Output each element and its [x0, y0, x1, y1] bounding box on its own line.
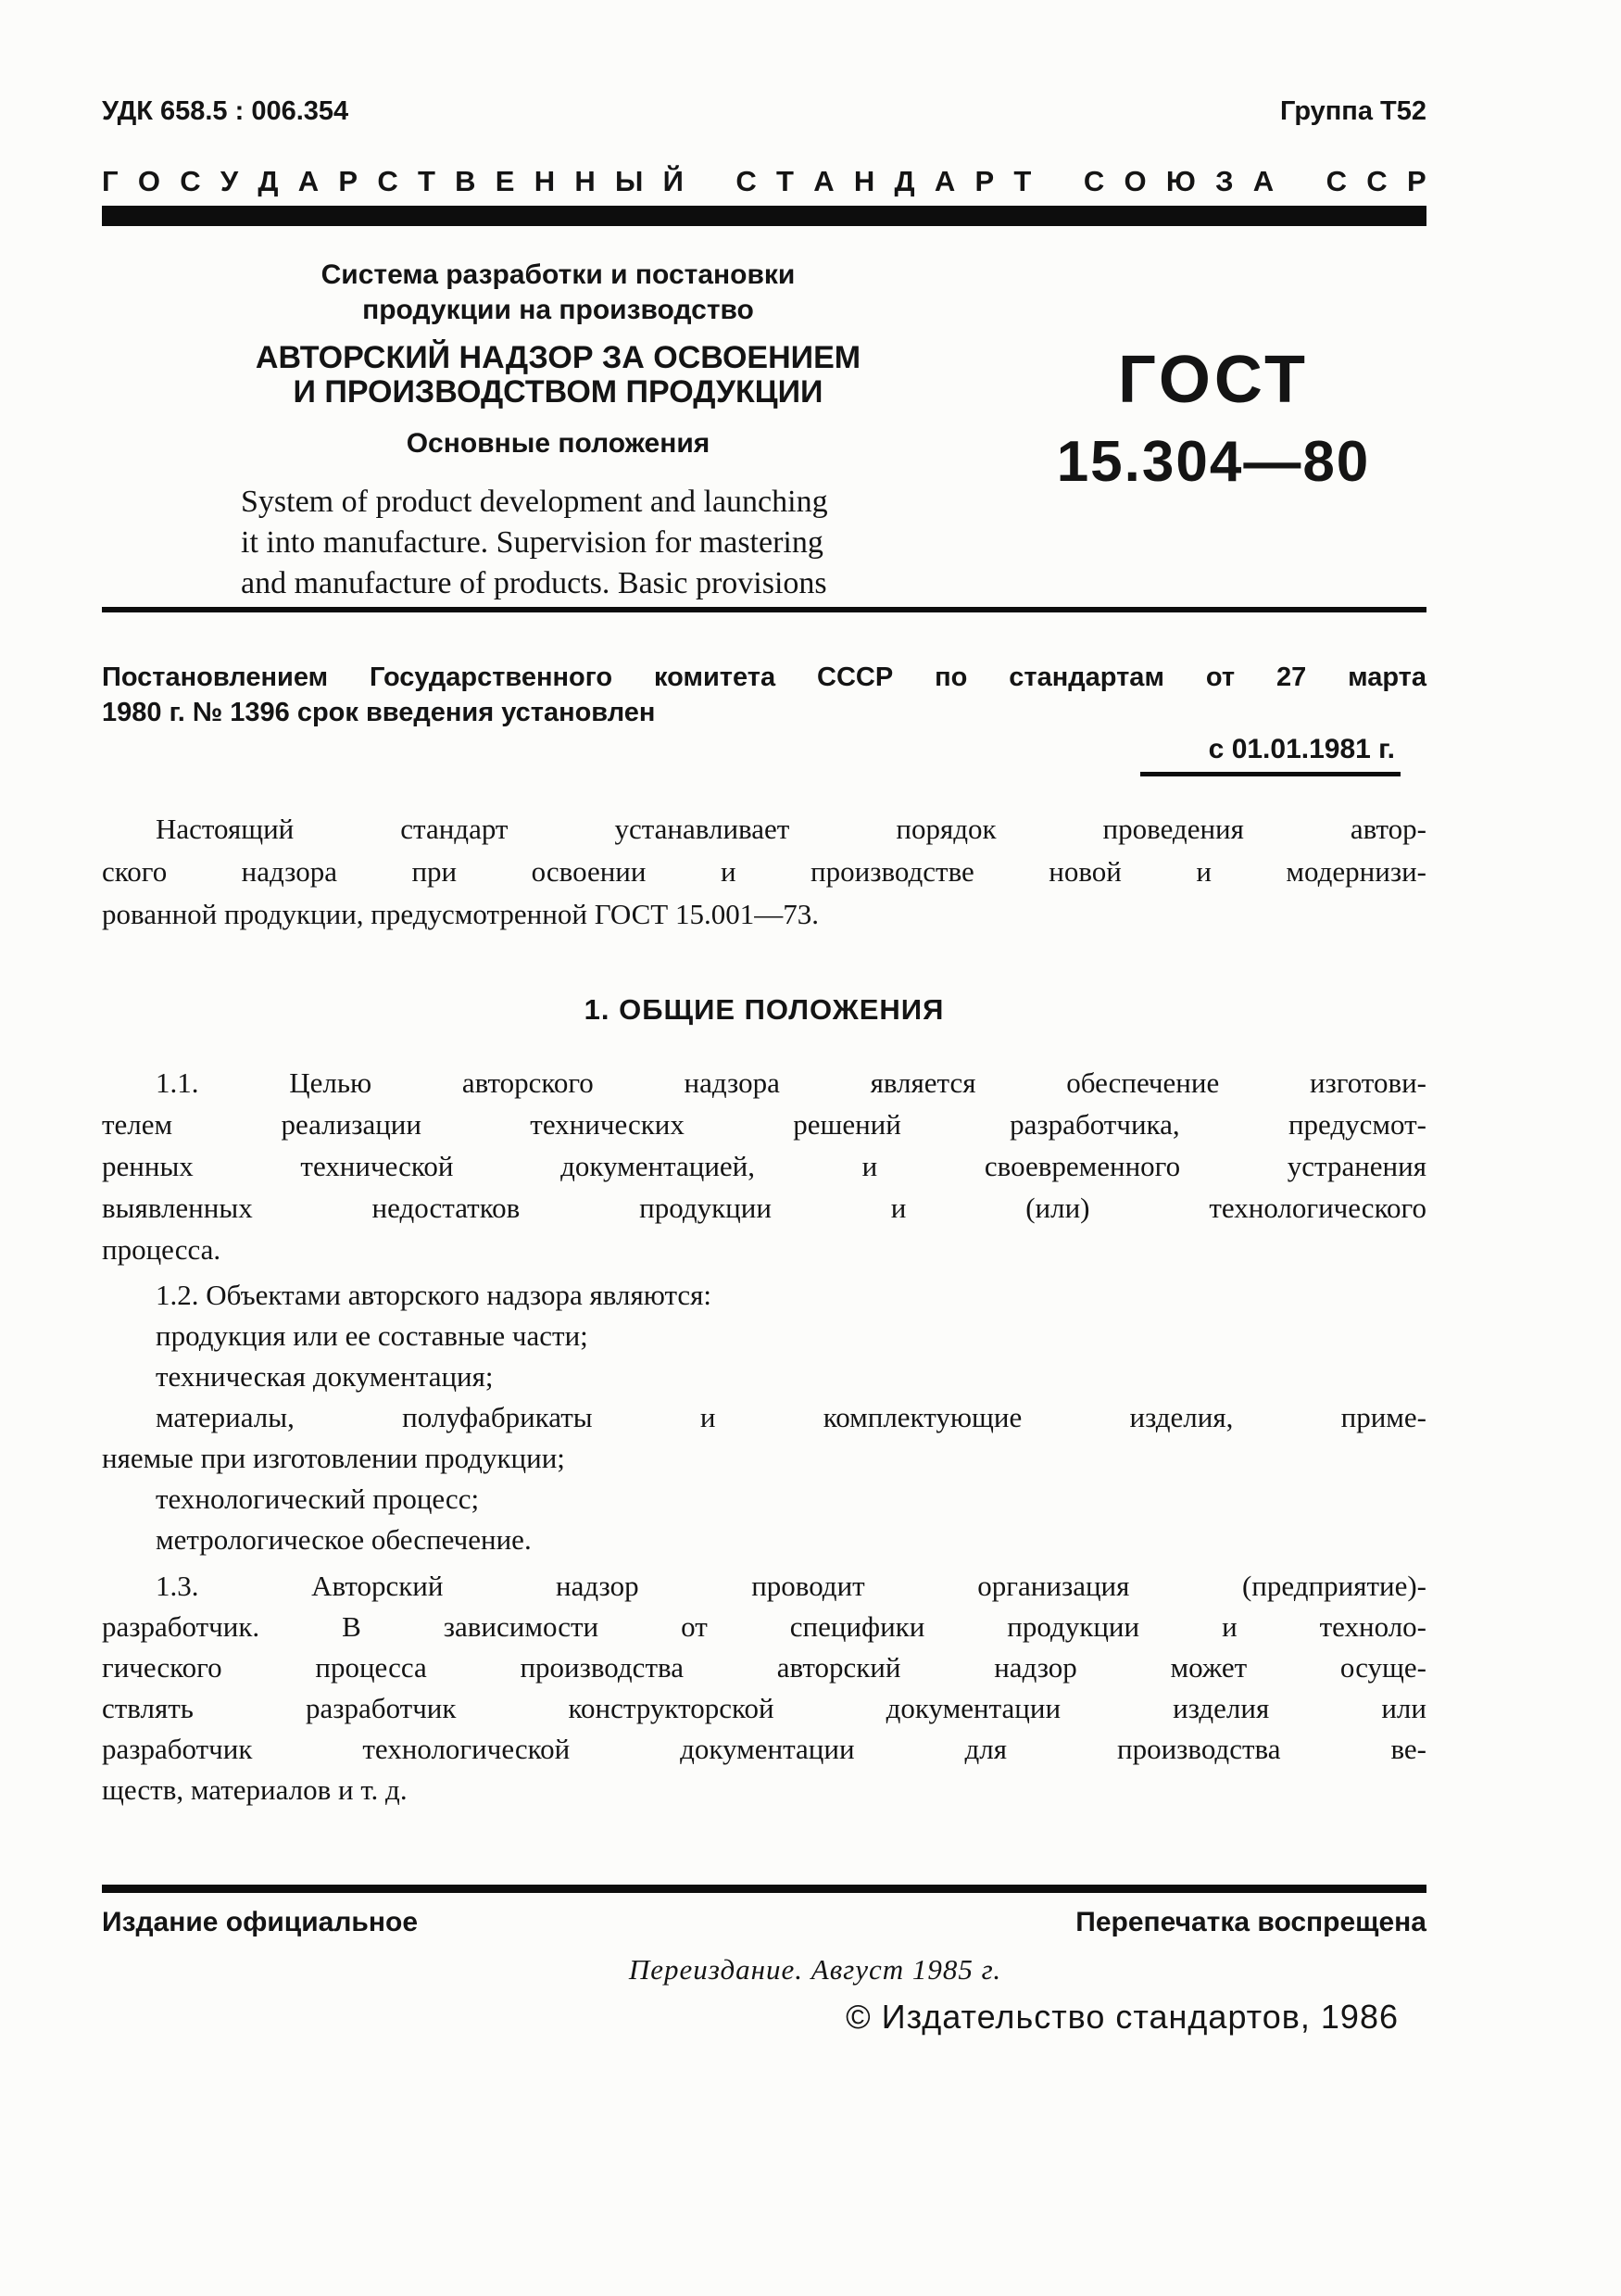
intro-paragraph	[102, 808, 1426, 936]
standard-subtitle: Основные положения	[406, 428, 710, 459]
banner-letter: О	[1124, 165, 1147, 197]
footer-rule	[102, 1885, 1426, 1893]
banner-letter: С	[180, 165, 201, 197]
system-title	[102, 258, 1014, 328]
standard-title-line: АВТОРСКИЙ НАДЗОР ЗА ОСВОЕНИЕМ	[255, 340, 861, 375]
text-line: 1.3. Авторский надзор проводит организация (предприятие)-	[156, 1570, 1426, 1602]
text-line: разработчик технологической документации для производства ве-	[102, 1733, 1426, 1765]
banner-letter: З	[1215, 165, 1234, 197]
banner-letter: Т	[417, 165, 435, 197]
text-line: 1.1. Целью авторского надзора является обеспечение изготови-	[156, 1066, 1426, 1099]
banner-letter: А	[934, 165, 956, 197]
text-line: процесса.	[102, 1233, 221, 1266]
text-line: разработчик. В зависимости от специфики продукции и техноло-	[102, 1610, 1426, 1643]
title-block	[102, 258, 1014, 604]
text-line: ществ, материалов и т. д.	[102, 1773, 408, 1806]
gost-number-block	[1000, 306, 1426, 493]
standard-title-line: И ПРОИЗВОДСТВОМ ПРОДУКЦИИ	[293, 374, 823, 410]
banner-letter: Е	[495, 165, 515, 197]
standard-title	[102, 341, 1014, 410]
banner-letter: Т	[1013, 165, 1032, 197]
text-line: 1.2. Объектами авторского надзора являются:	[156, 1279, 712, 1311]
paragraph-1-1	[102, 1062, 1426, 1270]
banner-letter: С	[1326, 165, 1348, 197]
banner-letter: Ы	[615, 165, 644, 197]
effective-date-text: с 01.01.1981 г.	[1140, 734, 1401, 776]
gost-number: 15.304—80	[1056, 430, 1371, 494]
banner-letter: Н	[853, 165, 875, 197]
system-title-line: Система разработки и постановки	[320, 259, 796, 290]
text-line: Постановлением Государственного комитета СССР по стандартам от 27 марта	[102, 662, 1426, 692]
text-line: няемые при изготовлении продукции;	[102, 1442, 565, 1474]
banner-letter: Ю	[1165, 165, 1196, 197]
text-line: техническая документация;	[156, 1360, 494, 1393]
text-line: выявленных недостатков продукции и (или) технологического	[102, 1192, 1426, 1224]
text-line: ренных технической документацией, и своевременного устранения	[102, 1150, 1426, 1182]
banner-letter: А	[813, 165, 835, 197]
text-line: технологический процесс;	[156, 1482, 480, 1515]
banner-letter: А	[1252, 165, 1275, 197]
paragraph-1-3	[102, 1566, 1426, 1810]
banner-letter: Р	[338, 165, 358, 197]
banner-letter: С	[1366, 165, 1388, 197]
banner-letter: Р	[974, 165, 995, 197]
text-line: System of product development and launching	[241, 485, 828, 519]
banner-letter: Н	[574, 165, 596, 197]
text-line: метрологическое обеспечение.	[156, 1523, 532, 1556]
banner-letter: А	[297, 165, 320, 197]
udk-code: УДК 658.5 : 006.354	[102, 96, 349, 126]
banner-letter: Р	[1406, 165, 1426, 197]
group-code: Группа Т52	[1280, 96, 1426, 126]
banner-letter: Н	[534, 165, 556, 197]
gost-label: ГОСТ	[1117, 343, 1310, 417]
banner-letter: У	[220, 165, 239, 197]
banner-letter: Т	[776, 165, 794, 197]
footer-row	[102, 1907, 1426, 1938]
header-divider-rule	[102, 607, 1426, 612]
enactment-paragraph	[102, 660, 1426, 730]
banner-letter: Г	[102, 165, 119, 197]
header-meta-row	[102, 96, 1426, 127]
banner-letter	[703, 165, 716, 198]
text-line: рованной продукции, предусмотренной ГОСТ 15.001—73.	[102, 898, 819, 930]
reissue-note: Переиздание. Август 1985 г.	[628, 1953, 1002, 1986]
text-line: телем реализации технических решений разработчика, предусмот-	[102, 1108, 1426, 1141]
banner-letter: С	[735, 165, 757, 197]
banner-letter: Д	[894, 165, 915, 197]
text-line: it into manufacture. Supervision for mastering	[241, 525, 823, 560]
effective-date	[102, 734, 1426, 776]
text-line: материалы, полуфабрикаты и комплектующие изделия, приме-	[156, 1401, 1426, 1433]
paragraph-1-2	[102, 1275, 1426, 1560]
text-line: 1980 г. № 1396 срок введения установлен	[102, 698, 656, 727]
copyright-note: © Издательство стандартов, 1986	[846, 1998, 1399, 2036]
section-1-heading: 1. ОБЩИЕ ПОЛОЖЕНИЯ	[584, 993, 945, 1026]
system-title-line: продукции на производство	[362, 295, 754, 325]
banner-letter: О	[137, 165, 160, 197]
official-edition-label: Издание официальное	[102, 1907, 419, 1937]
text-line: Настоящий стандарт устанавливает порядок проведения автор-	[156, 813, 1426, 845]
text-line: ствлять разработчик конструкторской документации изделия или	[102, 1692, 1426, 1724]
banner-letter: В	[455, 165, 476, 197]
banner-letter	[1293, 165, 1306, 198]
no-reprint-label: Перепечатка воспрещена	[1075, 1907, 1426, 1937]
text-line: продукция или ее составные части;	[156, 1319, 588, 1352]
banner-letter: С	[377, 165, 398, 197]
banner-letter: Й	[662, 165, 684, 197]
text-line: and manufacture of products. Basic provisions	[241, 566, 827, 600]
banner-letter	[1051, 165, 1064, 198]
state-standard-banner	[102, 165, 1426, 198]
text-line: гического процесса производства авторский надзор может осуще-	[102, 1651, 1426, 1684]
english-title	[241, 482, 1014, 604]
text-line: ского надзора при освоении и производстве новой и модернизи-	[102, 855, 1426, 888]
banner-letter: Д	[258, 165, 279, 197]
banner-underline-bar	[102, 206, 1426, 226]
banner-letter: С	[1083, 165, 1105, 197]
